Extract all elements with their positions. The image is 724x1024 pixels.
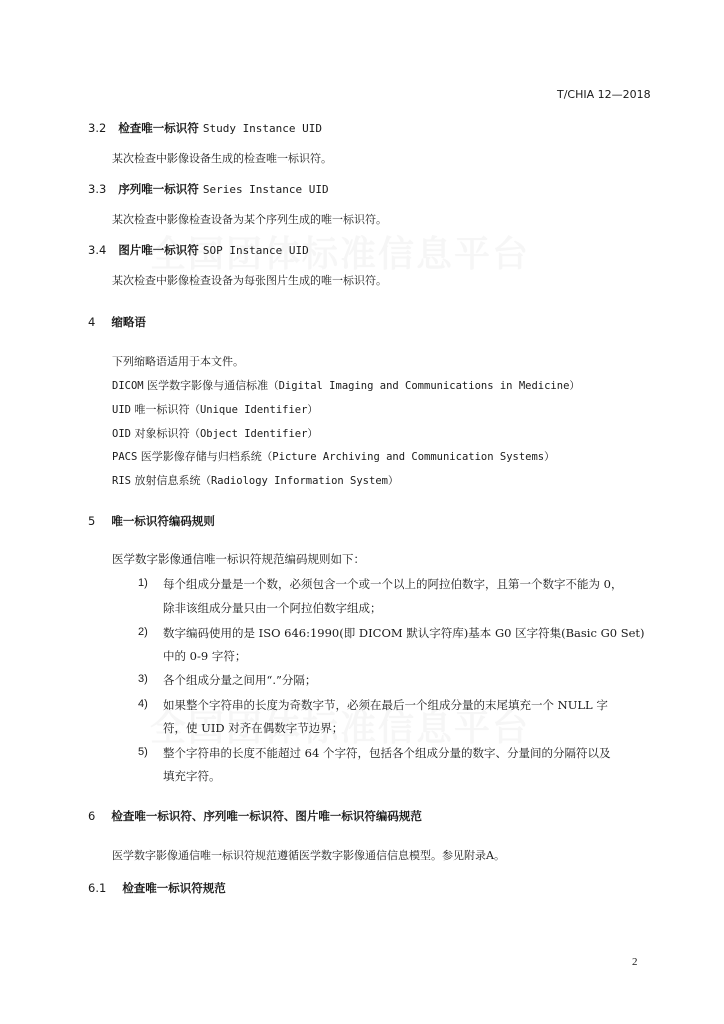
abbr-item-pacs xyxy=(112,448,555,464)
section-6-heading xyxy=(88,808,422,824)
section-3-2-heading xyxy=(88,120,322,136)
rule-text-line: 整个字符串的长度不能超过 64 个字符，包括各个组成分量的数字、分量间的分隔符以及 xyxy=(163,746,611,760)
abbr-en: （Object Identifier） xyxy=(189,428,318,440)
abbr-item-dicom xyxy=(112,377,580,393)
section-number: 4 xyxy=(88,315,96,329)
abbr-item-uid xyxy=(112,401,318,417)
section-number: 3.4 xyxy=(88,243,107,257)
rule-number: 2) xyxy=(138,626,148,638)
abbr-cn: 对象标识符 xyxy=(134,427,190,440)
rule-text-line: 各个组成分量之间用“.”分隔； xyxy=(163,673,317,687)
rule-number: 1) xyxy=(138,577,148,589)
section-number: 5 xyxy=(88,514,96,528)
section-title-en: Series Instance UID xyxy=(202,183,329,196)
abbr-en: （Radiology Information System） xyxy=(200,475,399,487)
rule-text-line: 如果整个字符串的长度为奇数字节，必须在最后一个组成分量的末尾填充一个 NULL 字 xyxy=(163,698,608,712)
section-3-3-text: 某次检查中影像检查设备为某个序列生成的唯一标识符。 xyxy=(112,213,387,226)
section-title-en: Study Instance UID xyxy=(202,122,323,135)
section-title: 缩略语 xyxy=(111,315,146,329)
section-number: 6 xyxy=(88,809,96,823)
abbr-en: （Digital Imaging and Communications in Medicine） xyxy=(268,380,580,392)
abbr-cn: 医学影像存储与归档系统 xyxy=(140,450,262,463)
rule-text-line: 填充字符。 xyxy=(163,769,221,783)
section-title: 检查唯一标识符规范 xyxy=(122,881,226,895)
rule-text-line: 每个组成分量是一个数，必须包含一个或一个以上的阿拉伯数字，且第一个数字不能为 0， xyxy=(163,577,623,591)
section-3-4-text: 某次检查中影像检查设备为每张图片生成的唯一标识符。 xyxy=(112,274,387,287)
abbr-item-oid xyxy=(112,425,318,441)
section-3-2-text: 某次检查中影像设备生成的检查唯一标识符。 xyxy=(112,152,332,165)
abbr-cn: 唯一标识符 xyxy=(134,403,190,416)
section-5-heading xyxy=(88,513,215,529)
section-3-4-heading xyxy=(88,242,309,258)
abbr-cn: 医学数字影像与通信标准 xyxy=(147,379,269,392)
abbr-code: DICOM xyxy=(112,380,144,392)
abbr-intro: 下列缩略语适用于本文件。 xyxy=(112,355,244,368)
section-title-cn: 序列唯一标识符 xyxy=(118,182,199,196)
section-title-en: SOP Instance UID xyxy=(202,244,309,257)
section-6-text: 医学数字影像通信唯一标识符规范遵循医学数字影像通信信息模型。参见附录A。 xyxy=(112,849,505,862)
abbr-code: OID xyxy=(112,428,131,440)
rule-text-line: 符，使 UID 对齐在偶数字节边界； xyxy=(163,721,344,735)
page-number: 2 xyxy=(632,956,638,968)
abbr-item-ris xyxy=(112,472,398,488)
section-4-heading xyxy=(88,314,146,330)
section-title: 唯一标识符编码规则 xyxy=(111,514,215,528)
abbr-en: （Picture Archiving and Communication Systems） xyxy=(261,451,555,463)
rule-number: 4) xyxy=(138,698,148,710)
abbr-code: RIS xyxy=(112,475,131,487)
rule-text-line: 除非该组成分量只由一个阿拉伯数字组成； xyxy=(163,601,382,615)
section-title: 检查唯一标识符、序列唯一标识符、图片唯一标识符编码规范 xyxy=(111,809,422,823)
section-number: 6.1 xyxy=(88,881,107,895)
rule-number: 5) xyxy=(138,746,148,758)
section-6-1-heading xyxy=(88,880,226,896)
section-title-cn: 检查唯一标识符 xyxy=(118,121,199,135)
section-number: 3.2 xyxy=(88,121,107,135)
rules-intro: 医学数字影像通信唯一标识符规范编码规则如下： xyxy=(112,552,365,566)
section-3-3-heading xyxy=(88,181,329,197)
abbr-code: PACS xyxy=(112,451,138,463)
abbr-code: UID xyxy=(112,404,131,416)
rule-number: 3) xyxy=(138,673,148,685)
standard-number: T/CHIA 12—2018 xyxy=(557,88,651,101)
rule-text-line: 数字编码使用的是 ISO 646:1990(即 DICOM 默认字符库)基本 G0 区字符集(Basic G0 Set) xyxy=(163,626,645,640)
abbr-en: （Unique Identifier） xyxy=(189,404,318,416)
section-number: 3.3 xyxy=(88,182,107,196)
abbr-cn: 放射信息系统 xyxy=(134,474,201,487)
section-title-cn: 图片唯一标识符 xyxy=(118,243,199,257)
rule-text-line: 中的 0-9 字符； xyxy=(163,649,247,663)
